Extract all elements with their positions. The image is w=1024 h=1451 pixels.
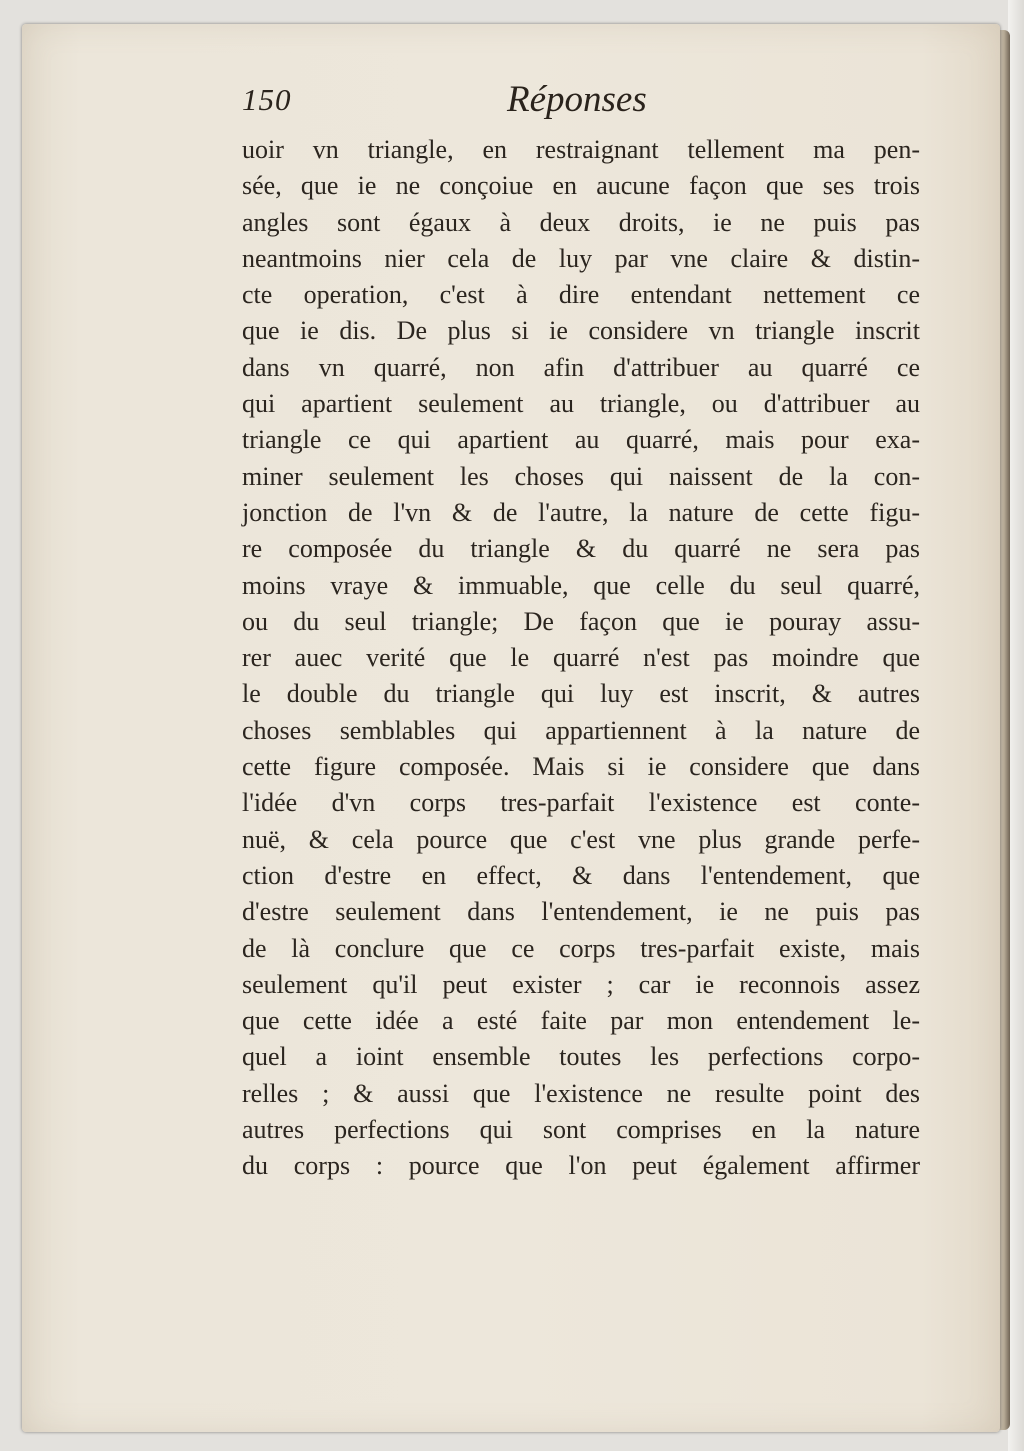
text-line: jonction de l'vn & de l'autre, la nature de cette figu- xyxy=(242,497,920,527)
text-line: nuë, & cela pource que c'est vne plus grande perfe- xyxy=(242,824,920,854)
text-line: du corps : pource que l'on peut également affirmer xyxy=(242,1151,920,1181)
text-line: relles ; & aussi que l'existence ne resulte point des xyxy=(242,1078,920,1108)
text-line: que ie dis. De plus si ie considere vn triangle inscrit xyxy=(242,316,920,346)
body-text xyxy=(242,132,920,1185)
running-title: Réponses xyxy=(507,79,647,120)
text-line: neantmoins nier cela de luy par vne claire & distin- xyxy=(242,243,920,273)
text-line: uoir vn triangle, en restraignant tellement ma pen- xyxy=(242,135,920,164)
book-cover-edge xyxy=(1008,0,1024,1451)
text-line: quel a ioint ensemble toutes les perfections corpo- xyxy=(242,1042,920,1072)
text-line: qui apartient seulement au triangle, ou d'attribuer au xyxy=(242,389,920,419)
text-line: angles sont égaux à deux droits, ie ne puis pas xyxy=(242,207,920,237)
text-line: autres perfections qui sont comprises en la nature xyxy=(242,1115,920,1145)
text-line: seulement qu'il peut exister ; car ie reconnois assez xyxy=(242,969,920,999)
text-line: le double du triangle qui luy est inscrit, & autres xyxy=(242,679,920,709)
text-line: cte operation, c'est à dire entendant nettement ce xyxy=(242,280,920,310)
running-head xyxy=(242,78,922,134)
text-line: que cette idée a esté faite par mon entendement le- xyxy=(242,1006,920,1036)
text-line: rer auec verité que le quarré n'est pas moindre que xyxy=(242,643,920,673)
text-line: cette figure composée. Mais si ie considere que dans xyxy=(242,752,920,782)
page-number: 150 xyxy=(242,82,292,117)
text-line: d'estre seulement dans l'entendement, ie ne puis pas xyxy=(242,897,920,927)
text-line: miner seulement les choses qui naissent de la con- xyxy=(242,461,920,491)
text-line: re composée du triangle & du quarré ne sera pas xyxy=(242,534,920,564)
text-line: l'idée d'vn corps tres-parfait l'existence est conte- xyxy=(242,788,920,818)
text-line: triangle ce qui apartient au quarré, mais pour exa- xyxy=(242,425,920,455)
text-line: dans vn quarré, non afin d'attribuer au quarré ce xyxy=(242,352,920,382)
text-line: ction d'estre en effect, & dans l'entendement, que xyxy=(242,860,920,890)
text-line: moins vraye & immuable, que celle du seul quarré, xyxy=(242,570,920,600)
text-line: ou du seul triangle; De façon que ie pouray assu- xyxy=(242,606,920,636)
text-line: sée, que ie ne conçoiue en aucune façon que ses trois xyxy=(242,171,920,201)
text-line: de là conclure que ce corps tres-parfait existe, mais xyxy=(242,933,920,963)
text-line: choses semblables qui appartiennent à la nature de xyxy=(242,715,920,745)
